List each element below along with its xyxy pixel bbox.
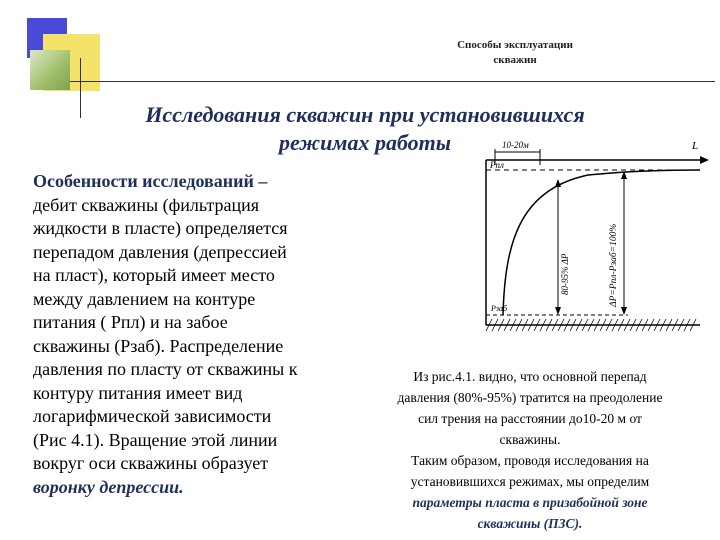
axis-label-l: L [692,140,699,152]
note-line: Из рис.4.1. видно, что основной перепад [413,369,647,384]
header-rule [70,81,715,82]
dimension-label: 10-20м [502,140,529,150]
drop-label: 80-95% ΔР [560,253,570,295]
pressure-curve [503,170,700,315]
section-header [420,38,610,68]
pressure-distribution-figure [478,135,710,345]
total-label: ΔР=Рпл-Рзаб=100% [609,223,619,307]
body-line: (Рис 4.1). Вращение этой линии [33,429,278,450]
arrow-up-icon [555,179,561,187]
body-line: на пласт), который имеет место [33,265,275,285]
arrow-down-icon [555,307,561,315]
note-line: установившихся режимах, мы определим [410,474,650,489]
p-pl-label: Рпл [490,160,504,170]
axis-arrow-icon [700,156,709,164]
note-line: Таким образом, проводя исследования на [411,453,649,468]
body-line: между давлением на контуре [33,288,256,309]
note-highlight-line-2: скважины (ПЗС). [477,516,583,531]
body-line: питания ( Рпл) и на забое [33,312,228,332]
title-line-2: режимах работы [278,130,452,155]
body-line: логарифмической зависимости [33,406,272,426]
body-line: дебит скважины (фильтрация [33,194,260,215]
note-line: скважины. [499,432,561,447]
body-highlight: воронку депрессии. [33,476,184,497]
body-line: жидкости в пласте) определяется [33,218,288,238]
header-line-1: Способы эксплуатации [457,39,573,51]
figure-note [355,366,705,534]
decor-green-square [30,50,70,90]
header-line-2: скважин [493,54,537,66]
note-line: сил трения на расстоянии до10-20 м от [418,411,642,426]
body-line: перепадом давления (депрессией [33,241,287,262]
body-line: вокруг оси скважины образует [33,453,269,473]
body-line: давления по пласту от скважины к [33,359,298,379]
title-line-1: Исследования скважин при установившихся [145,102,585,127]
note-highlight-line-1: параметры пласта в призабойной зоне [412,495,648,510]
body-lead: Особенности исследований – [33,171,268,191]
note-line: давления (80%-95%) тратится на преодоление [397,390,663,405]
body-line: скважины (Рзаб). Распределение [33,335,284,356]
arrow-down-icon [621,307,627,315]
p-zab-label: Рзаб [491,304,508,313]
note-highlight [355,492,705,534]
body-line: контуру питания имеет вид [33,382,243,403]
